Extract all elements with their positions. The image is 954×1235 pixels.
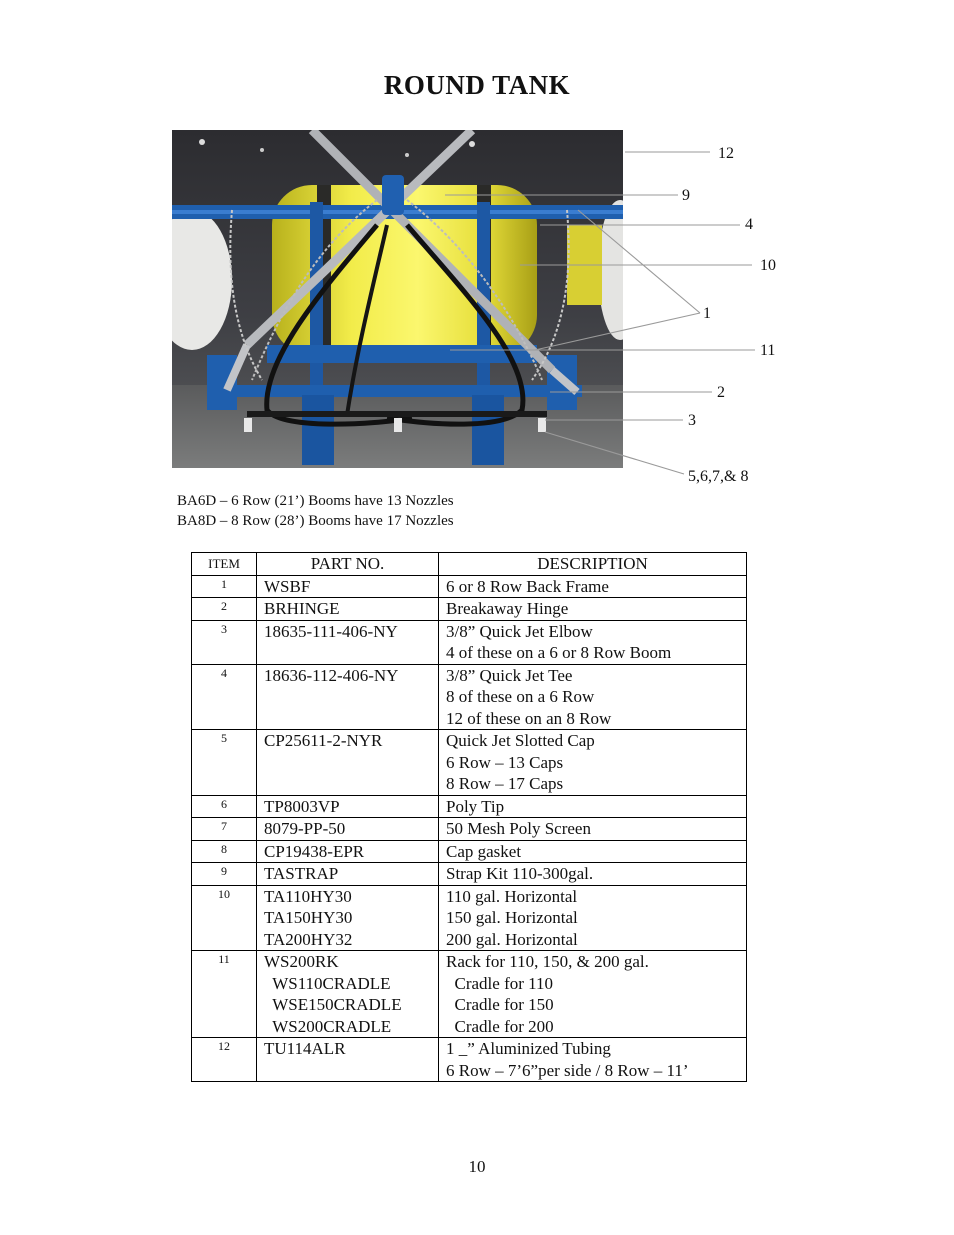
table-row [192,620,747,664]
part-number: TP8003VP [264,796,340,816]
table-row [192,951,747,1038]
part-number-cell [257,840,439,863]
description-cell [439,795,747,818]
description-line: 8 Row – 17 Caps [446,774,564,793]
description-line: 1 _” Aluminized Tubing [446,1039,611,1058]
description-cell [439,620,747,664]
table-row [192,730,747,796]
part-number: WS200RK [264,952,339,971]
description-cell [439,818,747,841]
description-line: 110 gal. Horizontal [446,886,578,906]
item-number: 11 [192,951,257,1038]
part-number-cell [257,1038,439,1082]
part-number: WS200CRADLE [264,1016,392,1036]
part-number: 8079-PP-50 [264,819,346,838]
description-cell [439,730,747,796]
part-number-cell [257,951,439,1038]
description-cell [439,664,747,730]
callout-5-8: 5,6,7,& 8 [688,468,749,485]
callout-10: 10 [760,257,776,274]
item-number: 6 [192,795,257,818]
description-line: 3/8” Quick Jet Tee [446,665,573,685]
description-line: 6 Row – 13 Caps [446,752,564,772]
description-line: 12 of these on an 8 Row [446,708,612,728]
item-number: 12 [192,1038,257,1082]
part-number: CP25611-2-NYR [264,731,383,750]
description-line: Quick Jet Slotted Cap [446,731,595,750]
description-line: 6 Row – 7’6”per side / 8 Row – 11’ [446,1060,689,1080]
part-number: WSBF [264,576,311,596]
table-row [192,840,747,863]
part-number: TA150HY30 [264,908,353,927]
item-number: 10 [192,885,257,951]
description-line: Rack for 110, 150, & 200 gal. [446,952,649,971]
tank-sprayer-photo [172,130,623,468]
description-line: Cradle for 110 [446,973,554,993]
boom-notes [177,491,454,531]
part-number: WS110CRADLE [264,973,391,993]
description-cell [439,840,747,863]
page-title: ROUND TANK [383,70,571,100]
item-number: 5 [192,730,257,796]
table-row [192,664,747,730]
note-ba6d: BA6D – 6 Row (21’) Booms have 13 Nozzles [177,493,454,509]
table-row [192,1038,747,1082]
table-row [192,885,747,951]
description-cell [439,575,747,598]
part-number-cell [257,664,439,730]
description-line: 200 gal. Horizontal [446,929,578,949]
description-line: Cap gasket [446,841,522,861]
description-line: 50 Mesh Poly Screen [446,819,591,838]
table-row [192,575,747,598]
description-line: 3/8” Quick Jet Elbow [446,621,593,641]
part-number-cell [257,730,439,796]
description-line: 6 or 8 Row Back Frame [446,576,609,596]
description-cell [439,951,747,1038]
part-number-cell [257,818,439,841]
item-number: 4 [192,664,257,730]
part-number: TA200HY32 [264,929,353,949]
part-number: CP19438-EPR [264,841,365,861]
table-row [192,795,747,818]
callout-2: 2 [717,384,725,401]
callout-1: 1 [703,305,711,322]
description-cell [439,1038,747,1082]
part-number: TASTRAP [264,864,339,883]
description-cell [439,598,747,621]
part-number: 18635-111-406-NY [264,621,398,641]
header-item: ITEM [192,553,257,576]
item-number: 9 [192,863,257,886]
part-number-cell [257,575,439,598]
page-number: 10 [468,1157,486,1176]
description-cell [439,885,747,951]
item-number: 8 [192,840,257,863]
item-number: 7 [192,818,257,841]
part-number-cell [257,795,439,818]
parts-table [191,552,747,1082]
description-cell [439,863,747,886]
part-number: BRHINGE [264,599,340,618]
description-line: 4 of these on a 6 or 8 Row Boom [446,643,672,662]
callout-11: 11 [760,342,776,359]
note-ba8d: BA8D – 8 Row (28’) Booms have 17 Nozzles [177,513,454,529]
header-part-no: PART NO. [257,553,439,576]
part-number-cell [257,863,439,886]
table-row [192,818,747,841]
part-number-cell [257,885,439,951]
table-row [192,863,747,886]
part-number: 18636-112-406-NY [264,665,399,685]
item-number: 2 [192,598,257,621]
description-line: Cradle for 150 [446,995,554,1014]
part-number-cell [257,598,439,621]
callout-12: 12 [718,145,734,162]
description-line: Strap Kit 110-300gal. [446,864,594,883]
part-number: TA110HY30 [264,886,352,906]
description-line: Cradle for 200 [446,1016,554,1036]
table-header-row [192,553,747,576]
description-line: 150 gal. Horizontal [446,908,578,927]
description-line: Breakaway Hinge [446,599,569,618]
callout-9: 9 [682,187,690,204]
description-line: 8 of these on a 6 Row [446,687,595,706]
header-description: DESCRIPTION [439,553,747,576]
table-row [192,598,747,621]
part-number: TU114ALR [264,1039,346,1058]
description-line: Poly Tip [446,796,505,816]
item-number: 1 [192,575,257,598]
part-number: WSE150CRADLE [264,995,402,1014]
part-number-cell [257,620,439,664]
item-number: 3 [192,620,257,664]
callout-3: 3 [688,412,696,429]
callout-4: 4 [745,216,753,233]
